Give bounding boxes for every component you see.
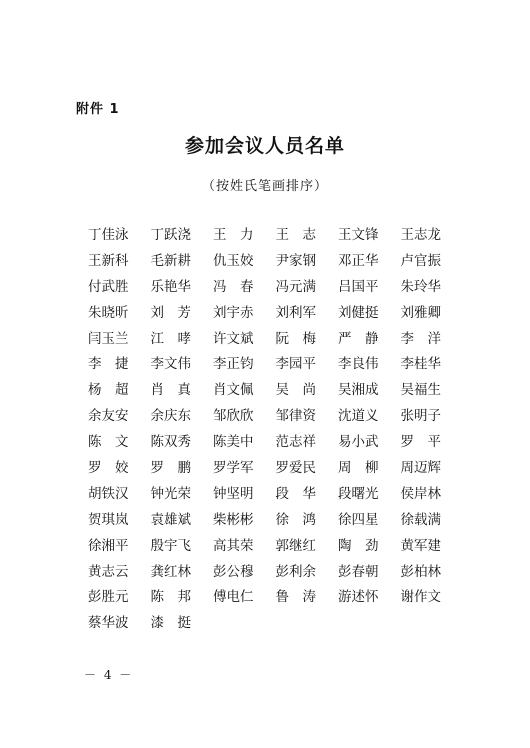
- attendee-name: 游述怀: [338, 589, 379, 606]
- attendee-name: 柴彬彬: [213, 511, 254, 528]
- attendee-name: 周迈辉: [400, 460, 441, 477]
- attendee-name: 漆 挺: [150, 615, 191, 632]
- attendee-name: 贺琪岚: [88, 511, 129, 528]
- attachment-label: 附件 1: [76, 102, 120, 117]
- attendee-name: 李 洋: [400, 330, 441, 347]
- attendee-name: 吴湘成: [338, 382, 379, 399]
- attendee-name: 余友安: [88, 408, 129, 425]
- attendee-name: 彭胜元: [88, 589, 129, 606]
- attendee-name: 彭利余: [275, 563, 316, 580]
- attendee-name: 刘宇赤: [213, 304, 254, 321]
- attendee-name: 刘 芳: [150, 304, 191, 321]
- attendee-name: 王 志: [275, 227, 316, 243]
- attendee-name: 段曙光: [338, 485, 379, 502]
- attendee-name: 严 静: [338, 330, 379, 347]
- attendee-name: 丁跃浇: [150, 227, 191, 243]
- attendee-name: 罗爱民: [275, 460, 316, 477]
- attendee-name: 彭公穆: [213, 563, 254, 580]
- attendee-name: 刘利军: [275, 304, 316, 321]
- attendee-name: 李 捷: [88, 356, 129, 373]
- attendee-name: 王 力: [213, 227, 254, 243]
- attendee-name: 周 柳: [338, 460, 379, 477]
- attendee-name: 丁佳泳: [88, 227, 129, 243]
- attendee-name: 陶 劲: [338, 537, 379, 554]
- attendee-name: 乐艳华: [150, 278, 191, 295]
- attendee-name: 邓正华: [338, 252, 379, 269]
- attendee-name: 阮 梅: [275, 330, 316, 347]
- attendee-name: 许文斌: [213, 330, 254, 347]
- attendee-name: 徐载满: [400, 511, 441, 528]
- page-number: － 4 －: [84, 668, 134, 682]
- attendee-name: 仇玉姣: [213, 252, 254, 269]
- attendee-name: 徐 鸿: [275, 511, 316, 528]
- attendee-name: 谢作文: [400, 589, 441, 606]
- attendee-name: 尹家钢: [275, 252, 316, 269]
- attendee-name: 杨 超: [88, 382, 129, 399]
- attendee-name: 钟光荣: [150, 485, 191, 502]
- attendee-name: 吴福生: [400, 382, 441, 399]
- attendee-name: 吴 尚: [275, 382, 316, 399]
- attendee-name: 罗 鹏: [150, 460, 191, 477]
- attendee-name: 卢官振: [400, 252, 441, 269]
- attendee-name: 王志龙: [400, 227, 441, 243]
- attendee-name: 侯岸林: [400, 485, 441, 502]
- attendee-name: 江 哮: [150, 330, 191, 347]
- attendee-name: 沈道义: [338, 408, 379, 425]
- attendee-name: 闫玉兰: [88, 330, 129, 347]
- attendee-name: 胡铁汉: [88, 485, 129, 502]
- attendee-name: 张明子: [400, 408, 441, 425]
- attendee-name: 刘雅卿: [400, 304, 441, 321]
- attendee-name: 毛新耕: [150, 252, 191, 269]
- attendee-name: 余庆东: [150, 408, 191, 425]
- attendee-name: 冯 春: [213, 278, 254, 295]
- attendee-name: 彭春朝: [338, 563, 379, 580]
- attendee-name: 冯元满: [275, 278, 316, 295]
- attendee-name: 黄志云: [88, 563, 129, 580]
- attendee-name: 邹欣欣: [213, 408, 254, 425]
- attendee-name: 王新科: [88, 252, 129, 269]
- attendee-name: 钟坚明: [213, 485, 254, 502]
- attendee-name: 朱玲华: [400, 278, 441, 295]
- attendee-name: 李园平: [275, 356, 316, 373]
- document-title: 参加会议人员名单: [184, 135, 345, 157]
- attendee-name: 邹律资: [275, 408, 316, 425]
- attendee-name: 肖文佩: [213, 382, 254, 399]
- attendee-name: 郭继红: [275, 537, 316, 554]
- attendee-name: 付武胜: [88, 278, 129, 295]
- attendee-name: 李文伟: [150, 356, 191, 373]
- attendee-name: 罗 姣: [88, 460, 129, 477]
- attendee-name: 吕国平: [338, 278, 379, 295]
- attendee-name: 陈双秀: [150, 434, 191, 451]
- attendee-name: 段 华: [275, 485, 316, 502]
- attendee-name: 高其荣: [213, 537, 254, 554]
- attendee-name: 陈美中: [213, 434, 254, 451]
- attendee-name: 鲁 涛: [275, 589, 316, 606]
- attendee-name: 刘健挺: [338, 304, 379, 321]
- attendee-name: 徐湘平: [88, 537, 129, 554]
- attendee-name: 徐四星: [338, 511, 379, 528]
- attendee-name: 殷宇飞: [150, 537, 191, 554]
- attendee-name: 易小武: [338, 434, 379, 451]
- attendee-name: 朱晓昕: [88, 304, 129, 321]
- attendee-name-list: [88, 223, 468, 637]
- attendee-name: 蔡华波: [88, 615, 129, 632]
- attendee-name: 王文锋: [338, 227, 379, 243]
- attendee-name: 李桂华: [400, 356, 441, 373]
- attendee-name: 肖 真: [150, 382, 191, 399]
- document-subtitle: （按姓氏笔画排序）: [201, 179, 328, 194]
- attendee-name: 罗 平: [400, 434, 441, 451]
- attendee-name: 陈 邦: [150, 589, 191, 606]
- attendee-name: 傅电仁: [213, 589, 254, 606]
- attendee-name: 李良伟: [338, 356, 379, 373]
- attendee-name: 陈 文: [88, 434, 129, 451]
- attendee-name: 李正钧: [213, 356, 254, 373]
- attendee-name: 范志祥: [275, 434, 316, 451]
- attendee-name: 黄军建: [400, 537, 441, 554]
- attendee-name: 龚红林: [150, 563, 191, 580]
- attendee-name: 罗学军: [213, 460, 254, 477]
- attendee-name: 彭柏林: [400, 563, 441, 580]
- attendee-name: 袁雄斌: [150, 511, 191, 528]
